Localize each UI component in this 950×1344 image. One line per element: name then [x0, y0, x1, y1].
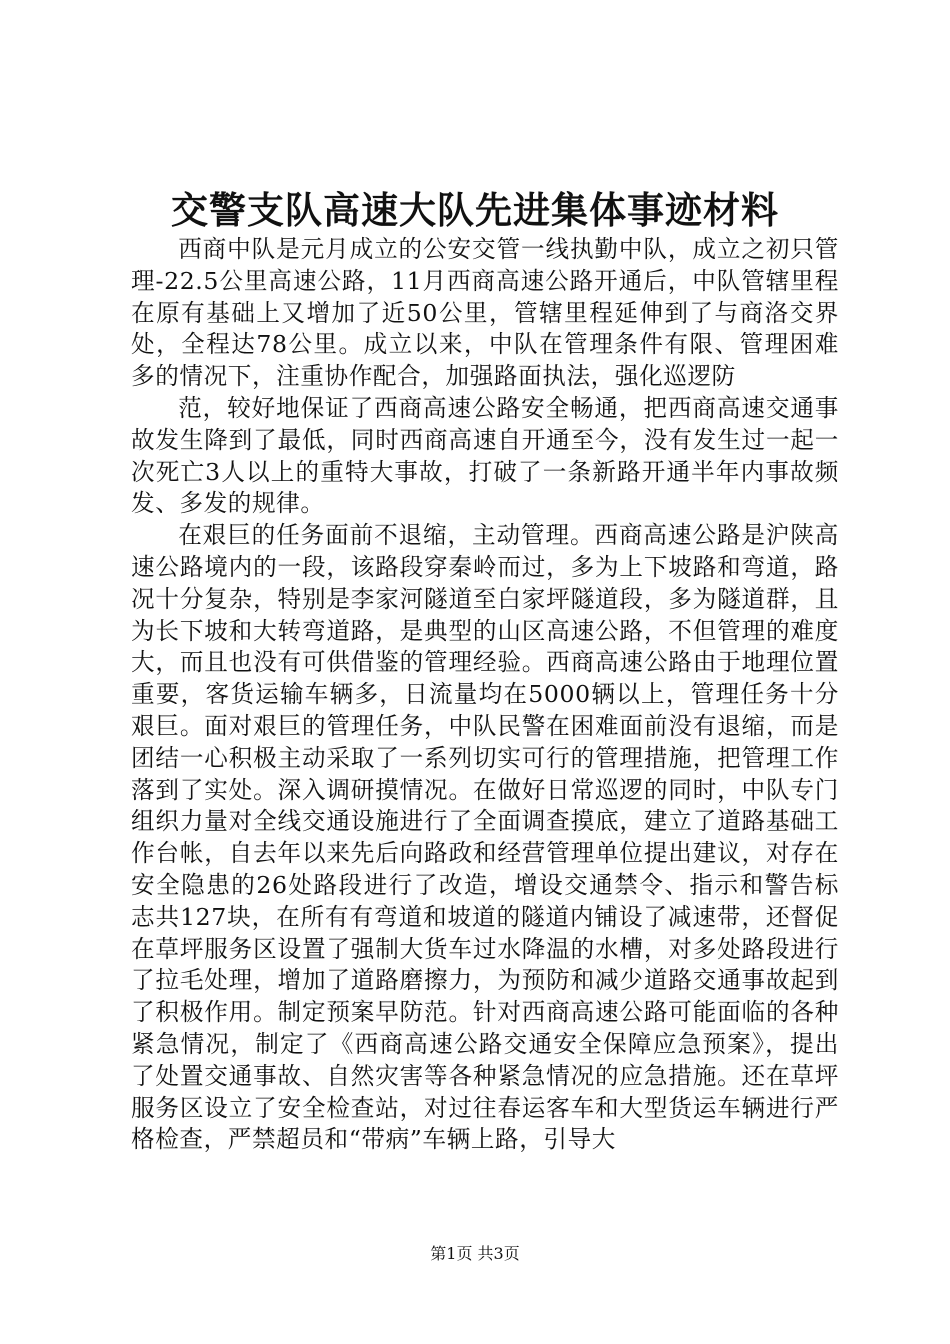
body-paragraph: 范，较好地保证了西商高速公路安全畅通，把西商高速交通事故发生降到了最低，同时西商高速自开通至今，没有发生过一起一次死亡3人以上的重特大事故，打破了一条新路开通半年内事故频发、多发的规律。: [131, 393, 839, 518]
page-number-footer: 第1页 共3页: [430, 1244, 520, 1263]
document-title: 交警支队高速大队先进集体事迹材料: [171, 188, 779, 232]
body-paragraph: 在艰巨的任务面前不退缩，主动管理。西商高速公路是沪陕高速公路境内的一段，该路段穿秦岭而过，多为上下坡路和弯道，路况十分复杂，特别是李家河隧道至白家坪隧道段，多为隧道群，且为长下坡和大转弯道路，是典型的山区高速公路，不但管理的难度大，而且也没有可供借鉴的管理经验。西商高速公路由于地理位置重要，客货运输车辆多，日流量均在5000辆以上，管理任务十分艰巨。面对艰巨的管理任务，中队民警在困难面前没有退缩，而是团结一心积极主动采取了一系列切实可行的管理措施，把管理工作落到了实处。深入调研摸情况。在做好日常巡逻的同时，中队专门组织力量对全线交通设施进行了全面调查摸底，建立了道路基础工作台帐，自去年以来先后向路政和经营管理单位提出建议，对存在安全隐患的26处路段进行了改造，增设交通禁令、指示和警告标志共127块，在所有有弯道和坡道的隧道内铺设了减速带，还督促在草坪服务区设置了强制大货车过水降温的水槽，对多处路段进行了拉毛处理，增加了道路磨擦力，为预防和减少道路交通事故起到了积极作用。制定预案早防范。针对西商高速公路可能面临的各种紧急情况，制定了《西商高速公路交通安全保障应急预案》，提出了处置交通事故、自然灾害等各种紧急情况的应急措施。还在草坪服务区设立了安全检查站，对过往春运客车和大型货运车辆进行严格检查，严禁超员和“带病”车辆上路，引导大: [131, 521, 839, 1154]
document-body: [131, 234, 839, 1156]
body-paragraph: 西商中队是元月成立的公安交管一线执勤中队，成立之初只管理-22.5公里高速公路，11月西商高速公路开通后，中队管辖里程在原有基础上又增加了近50公里，管辖里程延伸到了与商洛交界处，全程达78公里。成立以来，中队在管理条件有限、管理困难多的情况下，注重协作配合，加强路面执法，强化巡逻防: [131, 235, 839, 391]
